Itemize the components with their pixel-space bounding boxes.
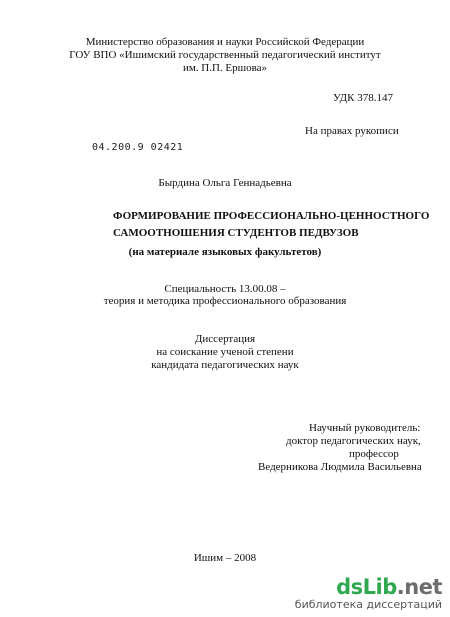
rights-reserved-note: На правах рукописи <box>305 125 399 137</box>
ministry-line: Министерство образования и науки Российской Федерации <box>85 36 365 48</box>
institution-line: ГОУ ВПО «Ишимский государственный педагогический институт <box>69 49 381 61</box>
supervisor-degree: доктор педагогических наук, <box>286 435 421 447</box>
dissertation-subtitle: (на материале языковых факультетов) <box>128 246 322 258</box>
supervisor-rank: профессор <box>349 448 399 460</box>
specialty-code: Специальность 13.00.08 – <box>164 283 286 295</box>
dslib-logo-part1: dsLib <box>336 575 397 599</box>
dslib-logo <box>295 576 442 598</box>
dslib-logo-part2: .net <box>396 575 442 599</box>
dissertation-title-line1: ФОРМИРОВАНИЕ ПРОФЕССИОНАЛЬНО-ЦЕННОСТНОГО <box>113 210 430 222</box>
degree-name: кандидата педагогических наук <box>151 359 299 371</box>
dissertation-title-line2: САМООТНОШЕНИЯ СТУДЕНТОВ ПЕДВУЗОВ <box>113 227 359 239</box>
dslib-watermark <box>295 576 442 611</box>
dslib-caption: библиотека диссертаций <box>294 598 442 611</box>
degree-purpose: на соискание ученой степени <box>156 346 294 358</box>
specialty-name: теория и методика профессионального образования <box>103 295 347 307</box>
udk-code: УДК 378.147 <box>333 92 394 104</box>
supervisor-name: Ведерникова Людмила Васильевна <box>258 461 422 473</box>
author-name: Бырдина Ольга Геннадьевна <box>158 177 292 189</box>
place-and-year: Ишим – 2008 <box>193 552 257 564</box>
institution-name-line: им. П.П. Ершова» <box>182 62 268 74</box>
supervisor-label: Научный руководитель: <box>309 422 421 434</box>
work-type-label: Диссертация <box>194 333 256 345</box>
stamp-number: 04.200.9 02421 <box>92 142 184 153</box>
